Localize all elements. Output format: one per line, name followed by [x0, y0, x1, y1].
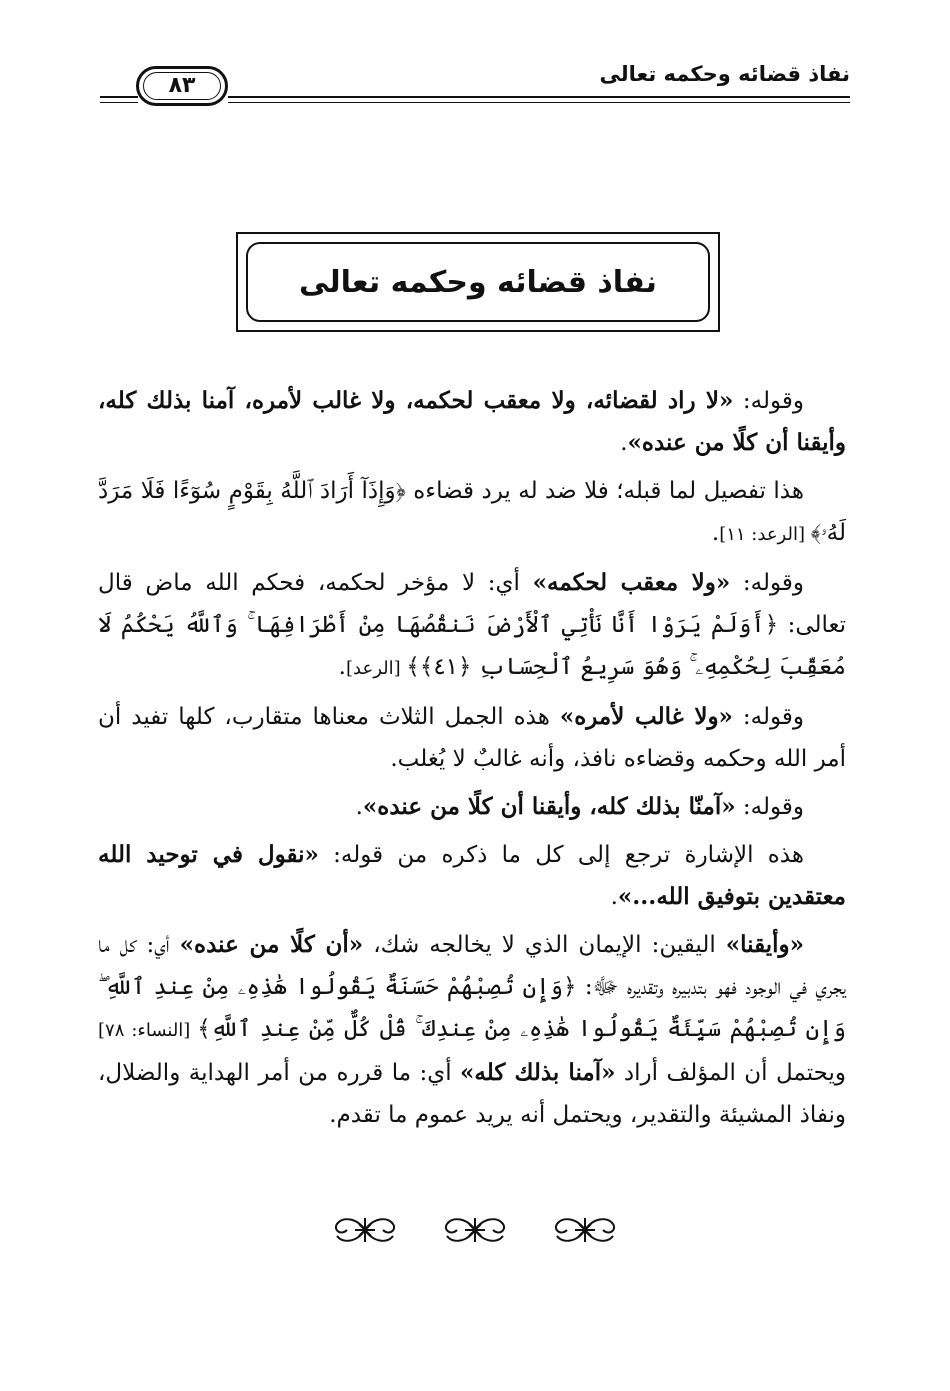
- quran-verse: ﴿وَإِن تُصِبْهُمْ حَسَنَةٌ يَقُولُوا هَٰذِهِۦ مِنْ عِندِ ٱللَّهِ ۖ وَإِن تُصِبْهُمْ سَيِّئَةٌ يَقُولُوا هَٰذِهِۦ مِنْ عِندِكَ ۚ قُلْ كُلٌّ مِّنْ عِندِ ٱللَّهِ﴾: [98, 974, 847, 1042]
- paragraph-text: .: [355, 794, 363, 820]
- page-header: [100, 60, 850, 112]
- paragraph-text: أي: كل ما يجري في الوجود فهو بتدبيره وتقديره ﷻ:: [98, 932, 846, 1000]
- paragraph-text: ويحتمل أن المؤلف أراد: [615, 1060, 846, 1086]
- section-title: نفاذ قضائه وحكمه تعالى: [299, 264, 657, 300]
- body-text: [98, 380, 846, 1142]
- paragraph-text: .: [610, 884, 618, 910]
- verse-reference: [الرعد: ١١]: [719, 524, 811, 545]
- quran-verse: ﴿وَإِذَآ أَرَادَ ٱللَّهُ بِقَوْمٍ سُوٓءًا فَلَا مَرَدَّ لَهُۥ﴾: [98, 478, 846, 546]
- ornament-divider: [0, 1210, 950, 1250]
- verse-reference: [النساء: ٧٨]: [98, 1020, 198, 1041]
- paragraph: [98, 786, 846, 828]
- paragraph: [98, 380, 846, 464]
- paragraph-text: .: [711, 520, 720, 546]
- paragraph-text: اليقين: الإيمان الذي لا يخالجه شك،: [363, 932, 726, 958]
- quoted-text: «آمنا بذلك كله»: [460, 1059, 616, 1086]
- quoted-text: «نقول في توحيد الله معتقدين بتوفيق الله...»: [98, 841, 846, 910]
- paragraph: [98, 562, 846, 690]
- paragraph: [98, 834, 846, 918]
- paragraph-text: وقوله:: [733, 388, 804, 414]
- flourish-ornament-icon: [549, 1210, 621, 1250]
- quran-verse: ﴿أَوَلَمْ يَرَوْا أَنَّا نَأْتِي ٱلْأَرْضَ نَنقُصُهَا مِنْ أَطْرَافِهَا ۚ وَٱللَّهُ يَحْكُمُ لَا مُعَقِّبَ لِحُكْمِهِۦ ۚ وَهُوَ سَرِيعُ ٱلْحِسَابِ ﴿٤١﴾﴾: [98, 612, 846, 680]
- paragraph-text: أي: ما قرره من أمر الهداية والضلال، ونفاذ المشيئة والتقدير، ويحتمل أنه يريد عموم ما تقدم.: [98, 1060, 846, 1128]
- quoted-text: «ولا غالب لأمره»: [559, 703, 733, 730]
- paragraph-text: وقوله:: [735, 794, 804, 820]
- paragraph-text: وقوله:: [730, 570, 804, 596]
- page-number: ٨٣: [168, 73, 196, 98]
- paragraph-text: .: [338, 654, 346, 680]
- quoted-text: «أن كلًا من عنده»: [179, 931, 364, 958]
- paragraph-text: .: [620, 430, 628, 456]
- section-title-inner-frame: [246, 242, 710, 322]
- quoted-text: «آمنّا بذلك كله، وأيقنا أن كلًا من عنده»: [362, 793, 736, 820]
- header-rule: [228, 96, 850, 103]
- quoted-text: «ولا معقب لحكمه»: [532, 569, 731, 596]
- running-title: نفاذ قضائه وحكمه تعالى: [599, 62, 850, 86]
- paragraph-text: أي: لا مؤخر لحكمه، فحكم الله ماض قال تعالى:: [98, 570, 846, 638]
- verse-reference: [الرعد]: [345, 658, 407, 679]
- flourish-ornament-icon: [439, 1210, 511, 1250]
- page-number-badge: [136, 66, 228, 106]
- paragraph: [98, 924, 846, 1136]
- header-rule-left: [100, 96, 138, 103]
- paragraph-text: هذا تفصيل لما قبله؛ فلا ضد له يرد قضاءه: [405, 478, 804, 504]
- paragraph: [98, 696, 846, 780]
- paragraph-text: وقوله:: [732, 704, 804, 730]
- flourish-ornament-icon: [329, 1210, 401, 1250]
- paragraph-text: هذه الجمل الثلاث معناها متقارب، كلها تفيد أن أمر الله وحكمه وقضاءه نافذ، وأنه غالبٌ لا يُغلب.: [98, 704, 846, 772]
- quoted-text: «لا راد لقضائه، ولا معقب لحكمه، ولا غالب لأمره، آمنا بذلك كله، وأيقنا أن كلًا من عنده»: [98, 387, 846, 456]
- section-title-frame: [236, 232, 720, 332]
- quoted-text: «وأيقنا»: [725, 931, 804, 958]
- paragraph-text: هذه الإشارة ترجع إلى كل ما ذكره من قوله:: [318, 842, 804, 868]
- paragraph: [98, 470, 846, 556]
